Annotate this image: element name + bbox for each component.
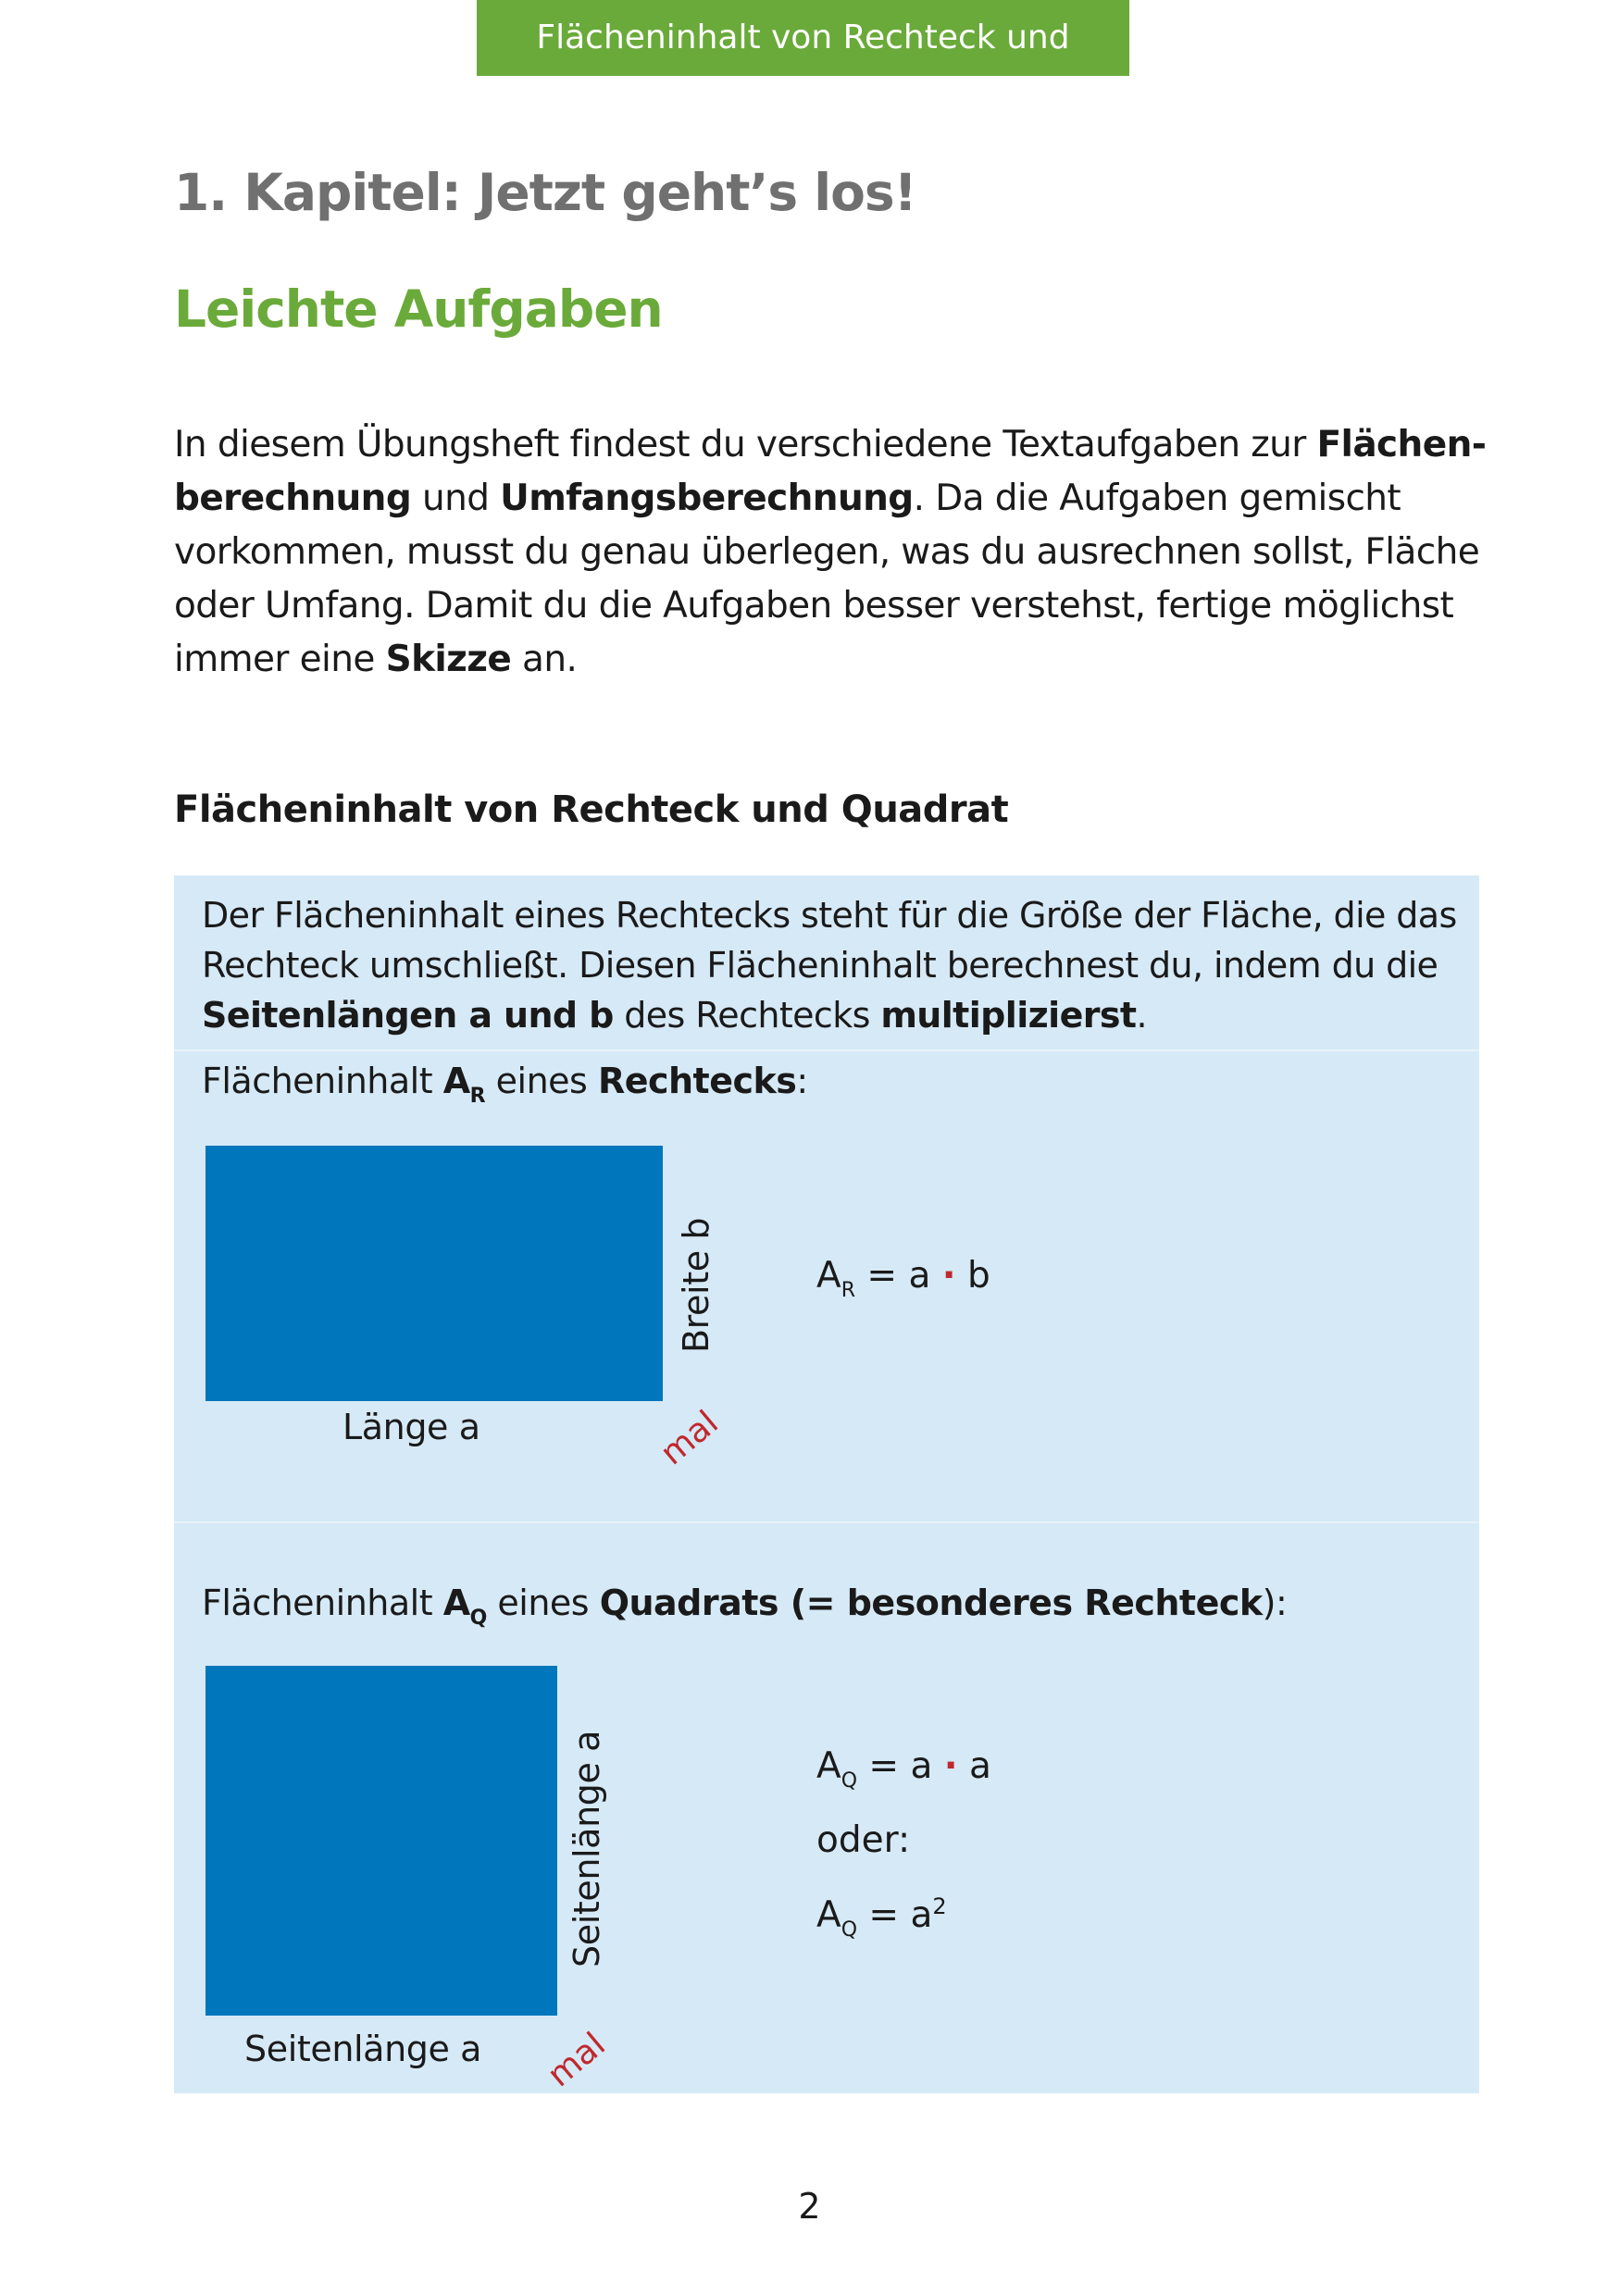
- formula-subscript: R: [841, 1279, 855, 1302]
- intro-text: . Da die Aufgaben gemischt vorkommen, musst du genau überlegen, was du ausrechnen sollst, Fläche oder Umfang. Damit du die Aufgaben besser verstehst, fertige möglichst immer eine: [174, 478, 1480, 680]
- square-formula-product: [816, 1745, 991, 1793]
- divider: [174, 1049, 1479, 1051]
- subheading: Flächeninhalt von Rechteck und Quadrat: [174, 788, 1009, 831]
- rectangle-length-label: Länge a: [342, 1407, 480, 1447]
- label-end: ):: [1262, 1582, 1288, 1623]
- formula-symbol: A: [816, 1255, 841, 1297]
- label-bold: Quadrats (= besonderes Rechteck: [599, 1582, 1263, 1623]
- square-label: [202, 1582, 1287, 1630]
- definition-text: [202, 890, 1461, 1040]
- square-side-vertical-label: Seitenlänge a: [567, 1730, 607, 1967]
- multiplication-dot: ·: [943, 1745, 958, 1787]
- definition-part: des Rechtecks: [613, 995, 881, 1036]
- section-title: Leichte Aufgaben: [174, 279, 663, 339]
- square-mal-label: mal: [541, 2025, 613, 2095]
- formula-end: b: [955, 1255, 990, 1297]
- formula-exponent: 2: [932, 1893, 947, 1919]
- formula-subscript: Q: [841, 1769, 858, 1793]
- label-mid: eines: [485, 1061, 598, 1101]
- area-subscript: Q: [469, 1607, 487, 1630]
- area-symbol: A: [442, 1061, 470, 1101]
- info-box: [174, 875, 1479, 2093]
- formula-symbol: A: [816, 1745, 841, 1787]
- square-formula-or: oder:: [816, 1819, 911, 1861]
- divider: [174, 1521, 1479, 1523]
- intro-bold-flaechenberechnung: Flächen-berechnung: [174, 424, 1487, 519]
- rectangle-mal-label: mal: [654, 1403, 726, 1473]
- square-formula-power: [816, 1893, 947, 1942]
- area-subscript: R: [469, 1085, 486, 1108]
- header-tab: Flächeninhalt von Rechteck und Quadrat: [477, 0, 1129, 76]
- intro-bold-umfangsberechnung: Umfangsberechnung: [500, 478, 914, 519]
- label-prefix: Flächeninhalt: [202, 1061, 443, 1101]
- intro-bold-skizze: Skizze: [385, 639, 512, 680]
- rectangle-shape: [205, 1146, 663, 1401]
- definition-part: .: [1136, 995, 1147, 1036]
- formula-subscript: Q: [841, 1918, 858, 1942]
- intro-text: an.: [511, 639, 578, 680]
- page-number: 2: [798, 2186, 821, 2227]
- label-bold: Rechtecks: [597, 1061, 797, 1101]
- chapter-title: 1. Kapitel: Jetzt geht’s los!: [174, 163, 916, 222]
- rectangle-width-label: Breite b: [676, 1217, 716, 1353]
- intro-paragraph: [174, 418, 1488, 687]
- square-shape: [205, 1666, 557, 2016]
- formula-equals: = a: [854, 1255, 942, 1297]
- label-mid: eines: [486, 1582, 600, 1623]
- square-side-bottom-label: Seitenlänge a: [244, 2029, 482, 2069]
- definition-part: Der Flächeninhalt eines Rechtecks steht für die Größe der Fläche, die das Rechteck umschließt. Diesen Flächeninhalt berechnest du, indem du die: [202, 895, 1457, 986]
- formula-end: a: [957, 1745, 991, 1787]
- multiplication-dot: ·: [941, 1255, 956, 1297]
- formula-equals: = a: [857, 1894, 933, 1936]
- label-prefix: Flächeninhalt: [202, 1582, 443, 1623]
- formula-symbol: A: [816, 1894, 841, 1936]
- rectangle-formula: [816, 1255, 990, 1302]
- label-end: :: [796, 1061, 808, 1101]
- definition-bold-seitenlaengen: Seitenlängen a und b: [202, 995, 614, 1036]
- intro-text: und: [411, 478, 501, 519]
- definition-bold-multiplizierst: multiplizierst: [880, 995, 1137, 1036]
- rectangle-label: [202, 1061, 808, 1108]
- intro-text: In diesem Übungsheft findest du verschiedene Textaufgaben zur: [174, 424, 1317, 465]
- area-symbol: A: [442, 1582, 470, 1623]
- formula-equals: = a: [857, 1745, 944, 1787]
